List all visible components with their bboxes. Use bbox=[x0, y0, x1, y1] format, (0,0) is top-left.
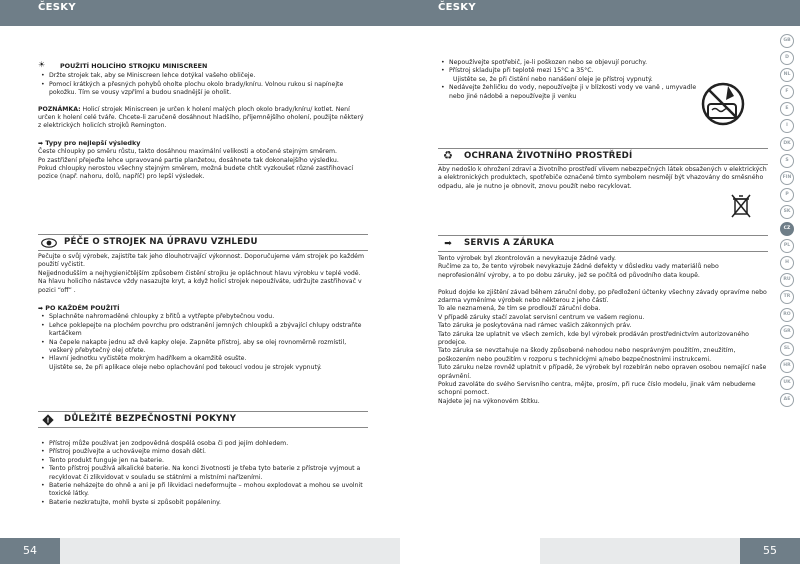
after-use-title: PO KAŽDÉM POUŽITÍ bbox=[45, 304, 120, 313]
safety-bullets bbox=[38, 440, 368, 507]
svg-text:!: ! bbox=[46, 416, 50, 425]
section-safety-heading bbox=[38, 411, 368, 428]
right-footer bbox=[400, 538, 800, 564]
care-paragraph: Pečujte o svůj výrobek, zajistíte tak jeho dlouhotrvající výkonnost. Doporučujeme vám strojek po každém použití vyčistit. bbox=[38, 253, 364, 269]
service-paragraph: Tato záruka se nevztahuje na škody způsobené nehodou nebo nesprávným použitím, zneužitím, poškozením nebo použitím v rozporu s technickými a/nebo bezpečnostními instrukcemi. bbox=[438, 347, 736, 363]
arrow-right-icon: ➡ bbox=[38, 139, 44, 147]
section-environment bbox=[438, 148, 768, 191]
language-tab-fin[interactable]: FIN bbox=[780, 171, 794, 185]
section-environment-title: OCHRANA ŽIVOTNÍHO PROSTŘEDÍ bbox=[464, 151, 633, 162]
section-care-title: PÉČE O STROJEK NA ÚPRAVU VZHLEDU bbox=[64, 237, 258, 248]
language-tab-pl[interactable]: PL bbox=[780, 239, 794, 253]
language-tab-ae[interactable]: AE bbox=[780, 393, 794, 407]
language-tab-i[interactable]: I bbox=[780, 119, 794, 133]
tips-title: Typy pro nejlepší výsledky bbox=[45, 138, 141, 147]
section-safety-title: DŮLEŽITÉ BEZPEČNOSTNÍ POKYNY bbox=[64, 414, 237, 425]
list-item: • Lehce poklepejte na plochém povrchu pro odstranění jemných chloupků a zbývající chlupy odstraňte kartáčkem bbox=[38, 322, 368, 339]
section-service-heading bbox=[438, 235, 768, 252]
language-tab-ru[interactable]: RU bbox=[780, 273, 794, 287]
section-environment-heading bbox=[438, 148, 768, 165]
service-paragraph: Ručíme za to, že tento výrobek nevykazuje žádné defekty v důsledku vady materiálů nebo neprofesionální výroby, a to po dobu záruky, jež se počítá od původního data koupě. bbox=[438, 263, 719, 279]
service-paragraph: To ale neznamená, že tím se prodlouží záruční doba. bbox=[438, 305, 601, 313]
list-item: • Pomocí krátkých a přesných pohybů oholte plochu okolo brady/kníru. Volnou rukou si napínejte pokožku. Tím se vousy vzpřímí a budou snadnější je oholit. bbox=[38, 81, 368, 98]
list-item: • Přístroj může používat jen zodpovědná dospělá osoba či pod jejím dohledem. bbox=[38, 440, 368, 448]
tips-paragraph: Česte chloupky po směru růstu, takto dosáhnou maximální velikosti a otočené stejným směrem. bbox=[38, 148, 337, 156]
section-care bbox=[38, 234, 368, 372]
left-header-bar bbox=[0, 0, 400, 26]
language-tab-hr[interactable]: HR bbox=[780, 359, 794, 373]
left-header-language: ČESKY bbox=[38, 2, 76, 13]
sun-icon: ☀ bbox=[38, 60, 46, 69]
note-paragraph bbox=[38, 106, 368, 131]
tips-paragraph: Pokud chloupky nerostou všechny stejným směrem, možná budete chtít vyzkoušet různé zastřihovací pozice (např. nahoru, dolů, napříč) pro lepší výsledek. bbox=[38, 165, 354, 181]
right-header-language: ČESKY bbox=[438, 2, 476, 13]
right-header-bar bbox=[400, 0, 800, 26]
crossed-bin-icon bbox=[730, 193, 752, 223]
list-item: • Držte strojek tak, aby se Miniscreen lehce dotýkal vašeho obličeje. bbox=[38, 72, 368, 80]
list-item: • Baterie neházejte do ohně a ani je při likvidaci nedeformujte – mohou explodovat a mohou se uvolnit toxické látky. bbox=[38, 482, 368, 499]
language-tab-ro[interactable]: RO bbox=[780, 308, 794, 322]
left-footer-strip bbox=[60, 538, 400, 564]
list-item: • Tento produkt funguje jen na baterie. bbox=[38, 457, 368, 465]
service-paragraph: Najdete jej na výkonovém štítku. bbox=[438, 397, 540, 405]
left-page-number: 54 bbox=[0, 538, 60, 564]
right-footer-strip bbox=[540, 538, 740, 564]
language-tabs bbox=[780, 34, 794, 410]
list-item: • Nepoužívejte spotřebič, je-li poškozen nebo se objevují poruchy. bbox=[438, 59, 768, 67]
service-paragraph: Tato záruka lze uplatnit ve všech zemích, kde byl výrobek prodáván prostřednictvím autorizovaného prodejce. bbox=[438, 330, 749, 347]
list-item: • Splachněte nahromaděné chloupky z břitů a vytřepte přebytečnou vodu. bbox=[38, 313, 368, 321]
arrow-right-icon: ➡ bbox=[38, 305, 44, 313]
language-tab-f[interactable]: F bbox=[780, 85, 794, 99]
section-service-title: SERVIS A ZÁRUKA bbox=[464, 238, 555, 249]
section-safety bbox=[38, 411, 368, 507]
language-tab-gb[interactable]: GB bbox=[780, 34, 794, 48]
language-tab-d[interactable]: D bbox=[780, 51, 794, 65]
miniscreen-bullets bbox=[38, 72, 368, 97]
note-label: POZNÁMKA: bbox=[38, 105, 81, 113]
right-page bbox=[400, 0, 800, 564]
language-tab-dk[interactable]: DK bbox=[780, 137, 794, 151]
after-use-tail: Ujistěte se, že při aplikace oleje nebo oplachování pod tekoucí vodou je strojek vypnutý. bbox=[49, 363, 322, 371]
list-item: • Tento přístroj používá alkalické baterie. Na konci životnosti je třeba tyto baterie z přístroje vyjmout a recyklovat či zlikvidovat v souladu se státními a místními nařízeními. bbox=[38, 465, 368, 482]
service-paragraph: Tuto záruku nelze rovněž uplatnit v případě, že výrobek byl rozebírán nebo opraven osobou nemající naše oprávnění. bbox=[438, 364, 767, 380]
language-tab-gr[interactable]: GR bbox=[780, 325, 794, 339]
list-item: • Hlavní jednotku vyčistěte mokrým hadříkem a okamžitě osušte. bbox=[38, 355, 368, 363]
section-service bbox=[438, 235, 768, 406]
language-tab-sl[interactable]: SL bbox=[780, 342, 794, 356]
environment-text: Aby nedošlo k ohrožení zdraví a životního prostředí vlivem nebezpečných látek obsažených v elektrických a elektronických produktech, spotřebiče označené tímto symbolem nesmějí být vhazovány do směsného odpadu, ale je nutno je obnovit, znovu použít nebo recyklovat. bbox=[438, 166, 767, 190]
service-paragraph: Tato záruka je poskytována nad rámec vašich zákonných práv. bbox=[438, 322, 632, 330]
section-care-heading bbox=[38, 234, 368, 251]
language-tab-uk[interactable]: UK bbox=[780, 376, 794, 390]
language-tab-tr[interactable]: TR bbox=[780, 290, 794, 304]
language-tab-cz[interactable]: CZ bbox=[780, 222, 794, 236]
service-paragraph: Pokud zavoláte do svého Servisního centra, mějte, prosím, při ruce číslo modelu, jinak vám nebudeme schopni pomoct. bbox=[438, 381, 756, 397]
service-paragraph: V případě záruky stačí zavolat servisní centrum ve vašem regionu. bbox=[438, 313, 645, 321]
note-text: Holicí strojek Miniscreen je určen k holení malých ploch okolo brady/kníru/ kotlet. Není určen k holení celé tváře. Chcete-li zaručeně dosáhnout hladšího, příjemnějšího oholení, použijte některý z elektrických holicích strojků Remington. bbox=[38, 105, 364, 130]
language-tab-p[interactable]: P bbox=[780, 188, 794, 202]
left-footer bbox=[0, 538, 400, 564]
no-water-bath-icon bbox=[698, 80, 748, 132]
list-item: • Přístroj skladujte při teplotě mezi 15°C a 35°C. bbox=[438, 67, 768, 75]
after-use-bullets bbox=[38, 313, 368, 363]
language-tab-nl[interactable]: NL bbox=[780, 68, 794, 82]
language-tab-s[interactable]: S bbox=[780, 154, 794, 168]
top-line: Ujistěte se, že při čistění nebo nanášení oleje je přístroj vypnutý. bbox=[453, 75, 653, 83]
language-tab-h[interactable]: H bbox=[780, 256, 794, 270]
care-paragraph: Nejjednodušším a nejhygieničtějším způsobem čistění strojku je opláchnout hlavu výrobku v teplé vodě. Na hlavu holicího nástavce vždy nasazujte kryt, a když holicí strojek nepoužíváte, udržujte zastřihovač v pozici “off” . bbox=[38, 269, 362, 294]
eye-icon bbox=[41, 238, 55, 248]
recycle-icon: ♻ bbox=[443, 149, 453, 162]
warning-icon bbox=[41, 415, 55, 425]
right-page-number: 55 bbox=[740, 538, 800, 564]
list-item: • Na čepele nakapte jednu až dvě kapky oleje. Zapněte přístroj, aby se olej rovnoměrně rozmístil, veškerý přebytečný olej otřete. bbox=[38, 339, 368, 356]
arrow-right-icon: ➡ bbox=[444, 239, 452, 249]
service-paragraph: Tento výrobek byl zkontrolován a nevykazuje žádné vady. bbox=[438, 255, 617, 262]
section-miniscreen-title: POUŽITÍ HOLICÍHO STROJKU MINISCREEN bbox=[60, 62, 208, 70]
language-tab-e[interactable]: E bbox=[780, 102, 794, 116]
service-paragraph: Pokud dojde ke zjištění závad během záruční doby, po předložení účtenky všechny závady opravíme nebo zdarma vyměníme výrobek nebo některou z jeho částí. bbox=[438, 288, 767, 305]
tips-paragraph: Po zastřižení přejeďte lehce upravované partie planžetou, dosáhnete tak dokonalejšího výsledku. bbox=[38, 156, 339, 164]
list-item: • Baterie nezkratujte, mohli byste si způsobit popáleniny. bbox=[38, 499, 368, 507]
list-item: • Nedávejte žehličku do vody, nepoužívejte ji v blízkosti vody ve vaně , umyvadle nebo jiné nádobě a nepoužívejte ji venku bbox=[438, 84, 708, 101]
section-miniscreen bbox=[38, 62, 368, 182]
list-item: • Přístroj používejte a uchovávejte mimo dosah dětí. bbox=[38, 448, 368, 456]
language-tab-sk[interactable]: SK bbox=[780, 205, 794, 219]
